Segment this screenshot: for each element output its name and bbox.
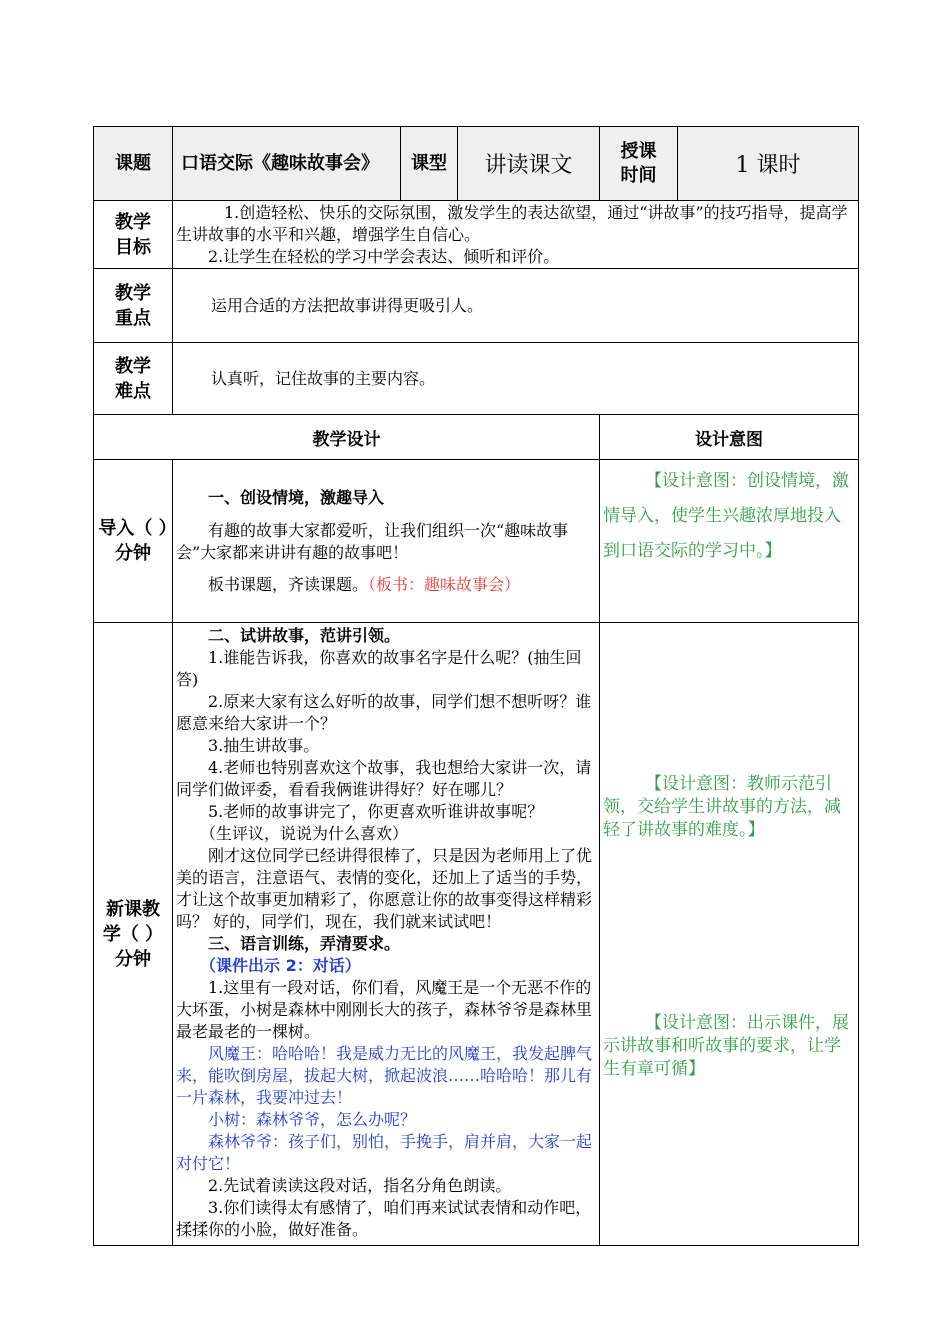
after-1: 2.先试着读读这段对话，指名分角色朗读。 (208, 1176, 512, 1195)
design-header-row (94, 415, 859, 460)
time-value: 1 课时 (678, 127, 859, 201)
difficulty-label: 教学难点 (94, 343, 173, 415)
item-5: 5.老师的故事讲完了，你更喜欢听谁讲故事呢？ (208, 802, 544, 821)
item-7: 刚才这位同学已经讲得很棒了，只是因为老师用上了优美的语言，注意语气、表情的变化，还加上了适当的手势，才让这个故事更加精彩了，你愿意让你的故事变得这样精彩吗？ 好的，同学们，现在，我们就来试试吧！ (176, 846, 593, 931)
new-lesson-intent (600, 623, 859, 1246)
intro-para-2 (176, 574, 597, 596)
intent-2-text: 【设计意图：出示课件，展示讲故事和听故事的要求，让学生有章可循】 (603, 1013, 849, 1079)
intent-1 (603, 773, 856, 842)
type-label: 课型 (401, 127, 458, 201)
intro-intent-text: 【设计意图：创设情境，激情导入，使学生兴趣浓厚地投入到口语交际的学习中。】 (603, 471, 849, 561)
intent-header: 设计意图 (600, 415, 859, 460)
item-3: 3.抽生讲故事。 (208, 736, 320, 755)
intro-label: 导入（ ）分钟 (94, 460, 173, 623)
time-label: 授课时间 (600, 127, 678, 201)
objectives-text (173, 201, 859, 269)
new-lesson-content (173, 623, 600, 1246)
difficulty-row (94, 343, 859, 415)
intent-1-text: 【设计意图：教师示范引领，交给学生讲故事的方法，减轻了讲故事的难度。】 (603, 774, 841, 840)
topic-label: 课题 (94, 127, 173, 201)
dialog-intro: 1.这里有一段对话，你们看，风魔王是一个无恶不作的大坏蛋，小树是森林中刚刚长大的孩子，森林爷爷是森林里最老最老的一棵树。 (176, 978, 593, 1041)
objectives-label: 教学目标 (94, 201, 173, 269)
difficulty-text: 认真听，记住故事的主要内容。 (173, 343, 859, 415)
intro-para-2-text: 板书课题，齐读课题。 (208, 574, 369, 594)
key-point-row (94, 269, 859, 343)
section-3-heading: 三、语言训练，弄清要求。 (208, 934, 401, 953)
intent-2 (603, 1012, 856, 1081)
objective-2: 2.让学生在轻松的学习中学会表达、倾听和评价。 (208, 246, 560, 266)
board-note: （板书：趣味故事会） (368, 574, 521, 594)
intro-intent (600, 460, 859, 623)
key-point-text: 运用合适的方法把故事讲得更吸引人。 (173, 269, 859, 343)
objective-1: 1.创造轻松、快乐的交际氛围，激发学生的表达欲望，通过“讲故事”的技巧指导，提高学生讲故事的水平和兴趣，增强学生自信心。 (176, 202, 848, 244)
intro-row (94, 460, 859, 623)
dialog-forest-grandpa: 森林爷爷：孩子们，别怕，手挽手，肩并肩，大家一起对付它！ (176, 1132, 593, 1173)
header-row (94, 127, 859, 201)
item-2: 2.原来大家有这么好听的故事，同学们想不想听呀？谁愿意来给大家讲一个？ (176, 692, 592, 733)
intro-heading: 一、创设情境，激趣导入 (208, 487, 385, 507)
item-1: 1.谁能告诉我，你喜欢的故事名字是什么呢？(抽生回答) (176, 648, 582, 689)
new-lesson-row (94, 623, 859, 1246)
topic-value: 口语交际《趣味故事会》 (173, 127, 401, 201)
lesson-plan-table (93, 126, 859, 1246)
intro-content (173, 460, 600, 623)
item-6: （生评议，说说为什么喜欢） (200, 824, 409, 843)
key-point-label: 教学重点 (94, 269, 173, 343)
type-value: 讲读课文 (458, 127, 600, 201)
item-4: 4.老师也特别喜欢这个故事，我也想给大家讲一次，请同学们做评委，看看我俩谁讲得好？好在哪儿？ (176, 758, 592, 799)
dialog-small-tree: 小树：森林爷爷，怎么办呢？ (208, 1110, 417, 1129)
after-2: 3.你们读得太有感情了，咱们再来试试表情和动作吧，揉揉你的小脸，做好准备。 (176, 1198, 592, 1239)
courseware-note: （课件出示 2：对话） (200, 956, 361, 975)
intro-para-1: 有趣的故事大家都爱听，让我们组织一次“趣味故事会”大家都来讲讲有趣的故事吧！ (176, 520, 569, 562)
dialog-wind-king: 风魔王：哈哈哈！我是威力无比的风魔王，我发起脾气来，能吹倒房屋，拔起大树，掀起波浪……哈哈哈！那儿有一片森林，我要冲过去！ (176, 1044, 593, 1107)
design-header: 教学设计 (94, 415, 600, 460)
section-2-heading: 二、试讲故事，范讲引领。 (208, 626, 401, 645)
objectives-row (94, 201, 859, 269)
new-lesson-label: 新课教学（ ）分钟 (94, 623, 173, 1246)
